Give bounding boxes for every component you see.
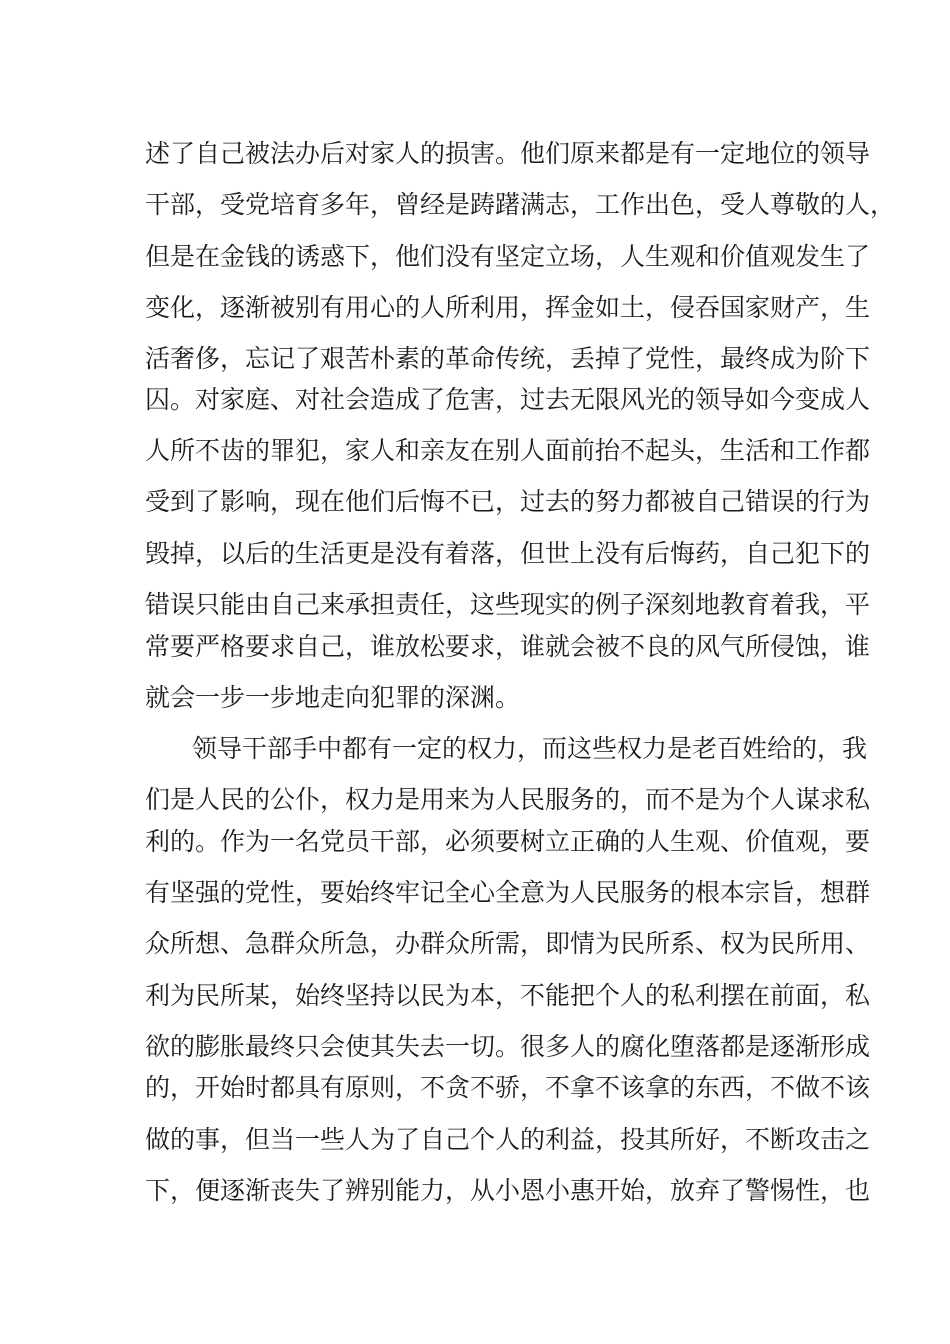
paragraph-2-line-5: 众所想、急群众所急，办群众所需，即情为民所系、权为民所用、 — [145, 929, 871, 958]
paragraph-2-line-8: 的，开始时都具有原则，不贪不骄，不拿不该拿的东西，不做不该 — [145, 1073, 871, 1102]
paragraph-2-line-2: 们是人民的公仆，权力是用来为人民服务的，而不是为个人谋求私 — [145, 785, 871, 814]
paragraph-2-line-9: 做的事，但当一些人为了自己个人的利益，投其所好，不断攻击之 — [145, 1125, 871, 1154]
paragraph-1-line-7: 人所不齿的罪犯，家人和亲友在别人面前抬不起头，生活和工作都 — [145, 436, 871, 465]
paragraph-2-line-1: 领导干部手中都有一定的权力，而这些权力是老百姓给的，我 — [192, 734, 868, 763]
paragraph-2-line-3: 利的。作为一名党员干部，必须要树立正确的人生观、价值观，要 — [145, 827, 871, 856]
paragraph-2-line-10: 下，便逐渐丧失了辨别能力，从小恩小惠开始，放弃了警惕性，也 — [145, 1176, 871, 1205]
paragraph-2-line-7: 欲的膨胀最终只会使其失去一切。很多人的腐化堕落都是逐渐形成 — [145, 1032, 871, 1061]
paragraph-1-line-5: 活奢侈，忘记了艰苦朴素的革命传统，丢掉了党性，最终成为阶下 — [145, 344, 871, 373]
paragraph-1-line-3: 但是在金钱的诱惑下，他们没有坚定立场，人生观和价值观发生了 — [145, 242, 871, 271]
paragraph-1-line-11: 常要严格要求自己，谁放松要求，谁就会被不良的风气所侵蚀，谁 — [145, 632, 871, 661]
paragraph-1-line-9: 毁掉，以后的生活更是没有着落，但世上没有后悔药，自己犯下的 — [145, 539, 871, 568]
paragraph-1-line-1: 述了自己被法办后对家人的损害。他们原来都是有一定地位的领导 — [145, 139, 871, 168]
paragraph-1-line-10: 错误只能由自己来承担责任，这些现实的例子深刻地教育着我，平 — [145, 590, 871, 619]
paragraph-1-line-4: 变化，逐渐被别有用心的人所利用，挥金如土，侵吞国家财产，生 — [145, 293, 871, 322]
paragraph-1-line-6: 囚。对家庭、对社会造成了危害，过去无限风光的领导如今变成人 — [145, 385, 871, 414]
paragraph-2-line-4: 有坚强的党性，要始终牢记全心全意为人民服务的根本宗旨，想群 — [145, 878, 871, 907]
paragraph-2-line-6: 利为民所某，始终坚持以民为本，不能把个人的私利摆在前面，私 — [145, 981, 871, 1010]
paragraph-1-line-12: 就会一步一步地走向犯罪的深渊。 — [145, 683, 521, 712]
paragraph-1-line-2: 干部，受党培育多年，曾经是踌躇满志，工作出色，受人尊敬的人， — [145, 190, 896, 219]
paragraph-1-line-8: 受到了影响，现在他们后悔不已，过去的努力都被自己错误的行为 — [145, 487, 871, 516]
